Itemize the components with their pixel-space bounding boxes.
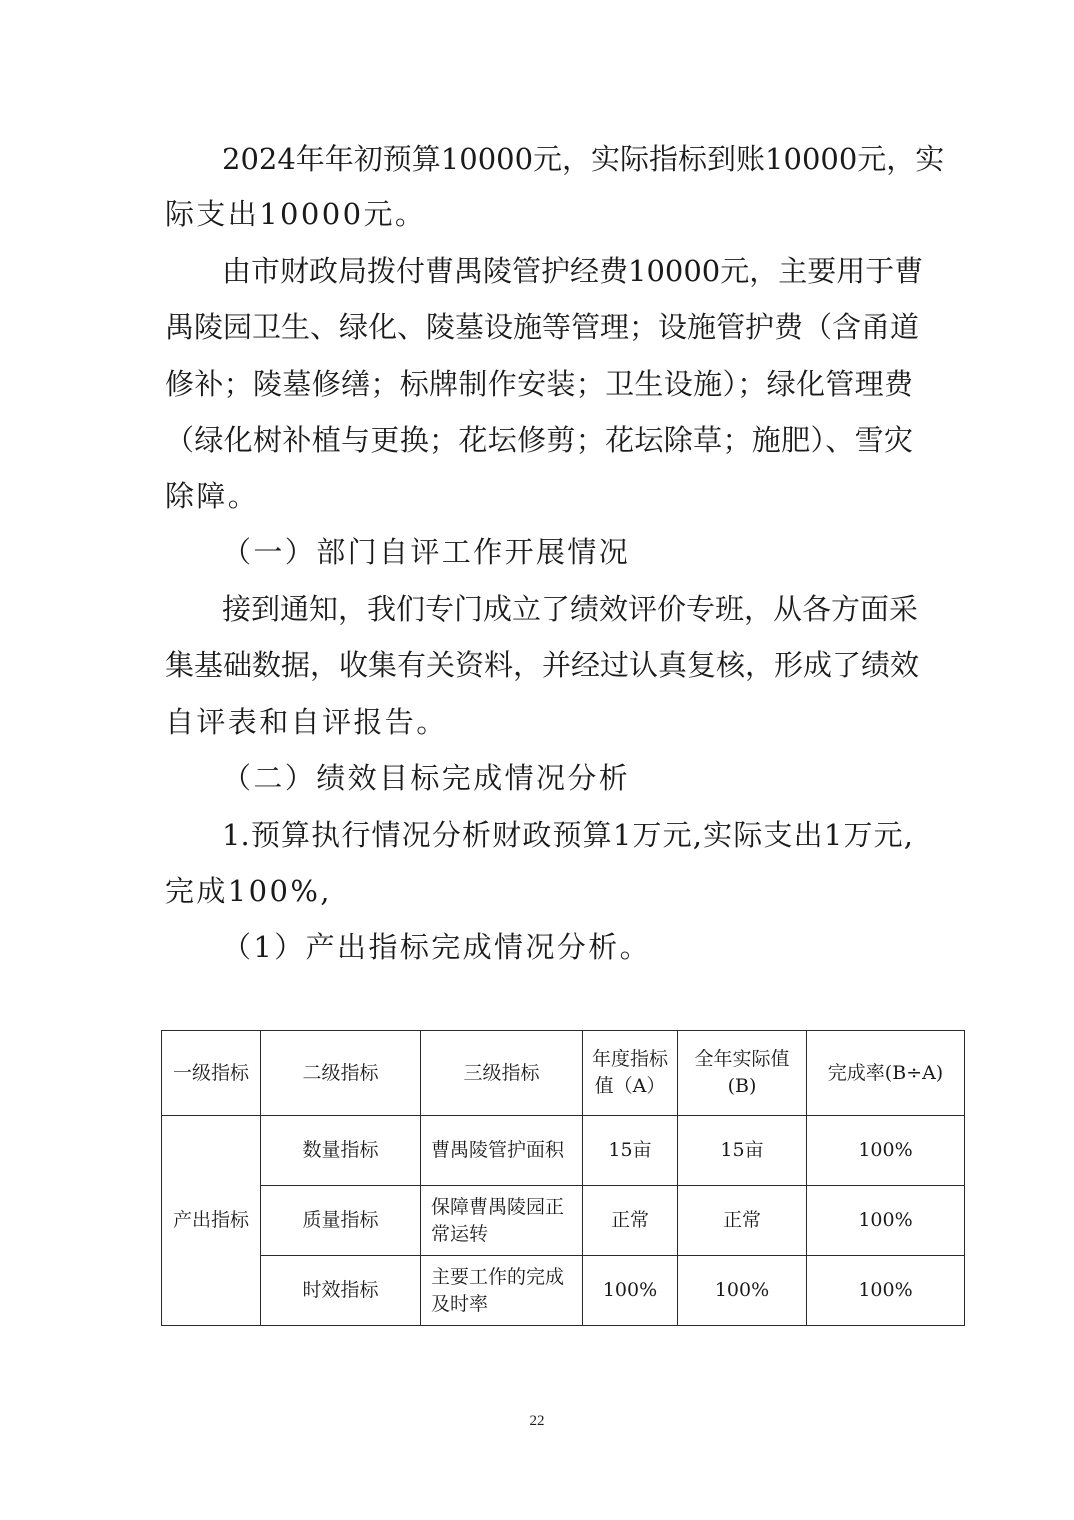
- paragraph-line: （绿化树补植与更换；花坛修剪；花坛除草；施肥）、雪灾: [165, 423, 913, 457]
- paragraph-line: 自评表和自评报告。: [165, 705, 448, 739]
- paragraph-line: 除障。: [165, 479, 260, 513]
- level2-cell: 质量指标: [261, 1186, 421, 1256]
- paragraph-line: 集基础数据，收集有关资料，并经过认真复核，形成了绩效: [165, 648, 920, 682]
- table-row: [162, 1116, 965, 1186]
- page-number: 22: [529, 1413, 545, 1429]
- header-level2: 二级指标: [261, 1031, 421, 1116]
- table-row: [162, 1186, 965, 1256]
- actual-cell: 100%: [678, 1256, 807, 1326]
- level3-cell: 主要工作的完成及时率: [421, 1256, 583, 1326]
- section-heading: （二）绩效目标完成情况分析: [222, 761, 631, 795]
- level3-cell: 曹禺陵管护面积: [421, 1116, 583, 1186]
- paragraph-line: 完成100%,: [165, 874, 332, 908]
- level2-cell: 时效指标: [261, 1256, 421, 1326]
- actual-cell: 正常: [678, 1186, 807, 1256]
- paragraph-line: 2024年年初预算10000元，实际指标到账10000元，实: [222, 142, 945, 176]
- paragraph-line: 1.预算执行情况分析财政预算1万元,实际支出1万元,: [222, 818, 913, 852]
- paragraph-line: 际支出10000元。: [165, 197, 427, 231]
- rate-cell: 100%: [807, 1116, 965, 1186]
- header-level1: 一级指标: [162, 1031, 261, 1116]
- header-annual-target: 年度指标值（A）: [583, 1031, 678, 1116]
- target-cell: 15亩: [583, 1116, 678, 1186]
- paragraph-line: 禺陵园卫生、绿化、陵墓设施等管理；设施管护费（含甬道: [165, 310, 920, 344]
- rate-cell: 100%: [807, 1256, 965, 1326]
- subsection-heading: （1）产出指标完成情况分析。: [222, 930, 652, 964]
- group-cell: 产出指标: [162, 1116, 261, 1326]
- paragraph-line: 接到通知，我们专门成立了绩效评价专班，从各方面采: [222, 592, 919, 626]
- paragraph-line: 由市财政局拨付曹禺陵管护经费10000元，主要用于曹: [222, 254, 924, 288]
- paragraph-line: 修补；陵墓修缮；标牌制作安装；卫生设施）；绿化管理费: [165, 367, 913, 401]
- rate-cell: 100%: [807, 1186, 965, 1256]
- target-cell: 100%: [583, 1256, 678, 1326]
- level2-cell: 数量指标: [261, 1116, 421, 1186]
- actual-cell: 15亩: [678, 1116, 807, 1186]
- header-rate: 完成率(B÷A): [807, 1031, 965, 1116]
- header-level3: 三级指标: [421, 1031, 583, 1116]
- header-actual: 全年实际值(B): [678, 1031, 807, 1116]
- section-heading: （一）部门自评工作开展情况: [222, 535, 631, 569]
- table-row: [162, 1256, 965, 1326]
- performance-table: [161, 1030, 965, 1326]
- target-cell: 正常: [583, 1186, 678, 1256]
- level3-cell: 保障曹禺陵园正常运转: [421, 1186, 583, 1256]
- table-header-row: [162, 1031, 965, 1116]
